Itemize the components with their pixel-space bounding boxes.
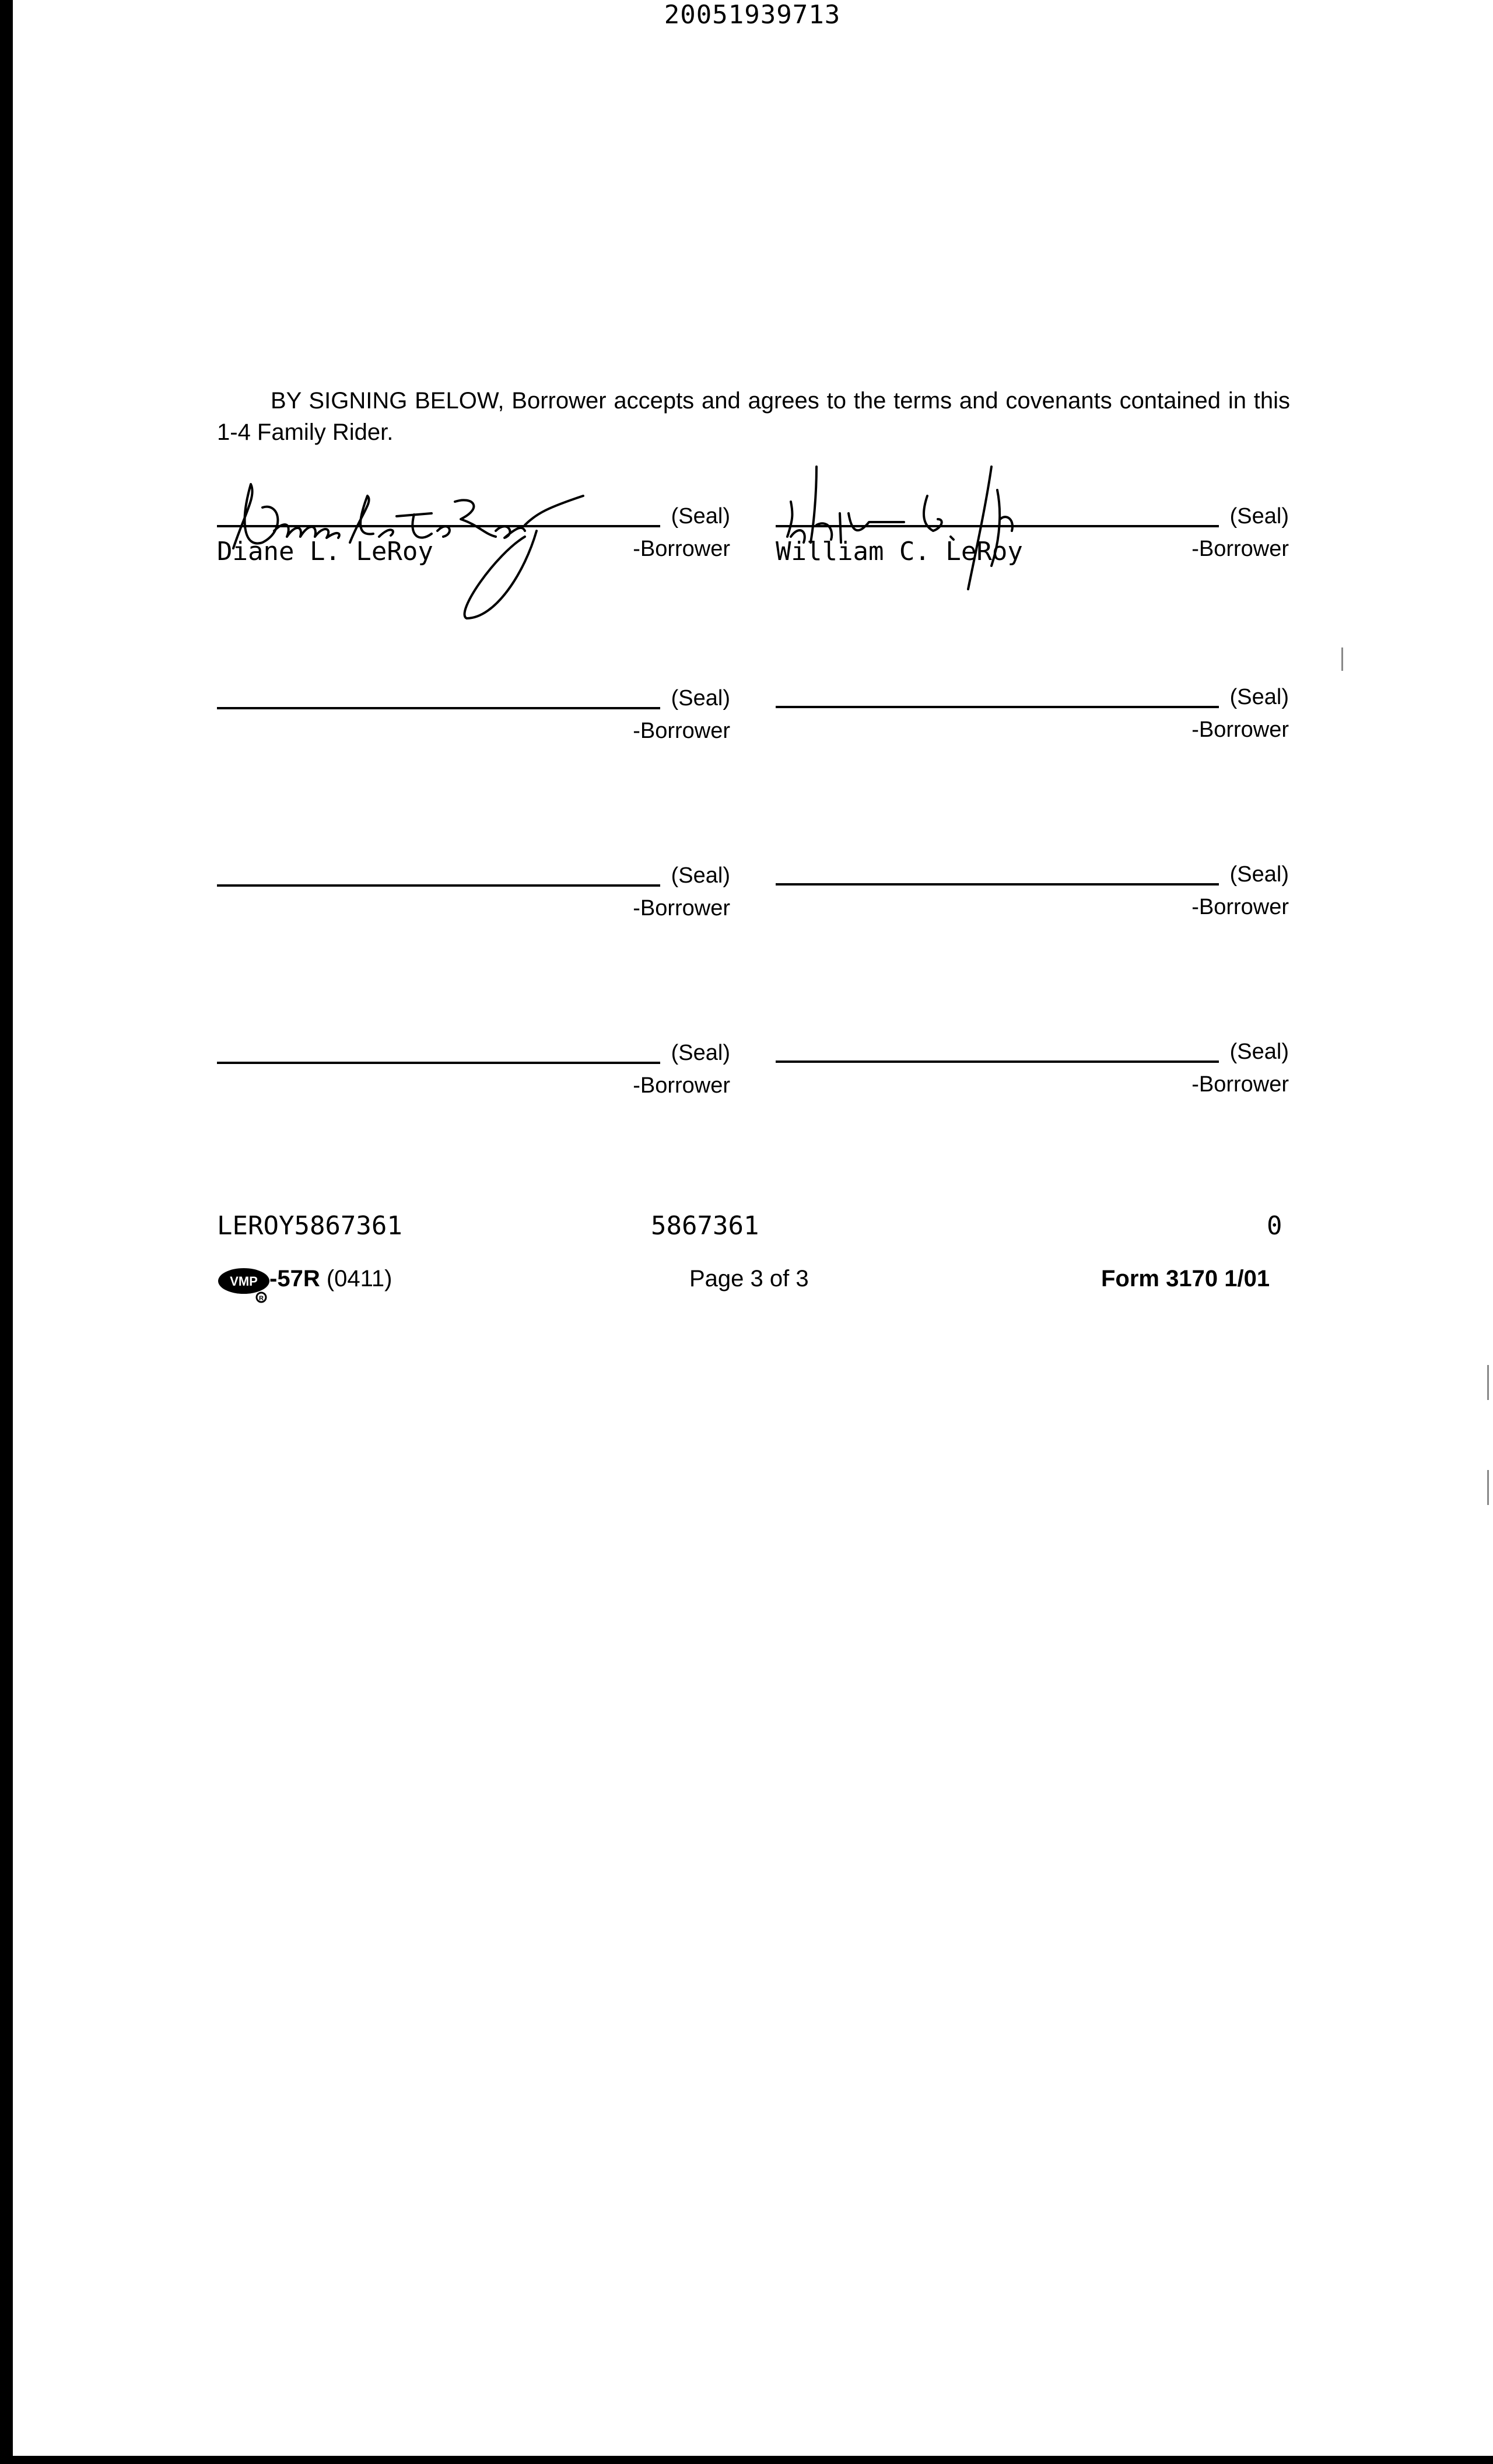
borrower-label: -Borrower xyxy=(633,719,730,743)
scan-speck xyxy=(1487,1470,1489,1505)
seal-label: (Seal) xyxy=(1229,1040,1289,1064)
signer-name: Diane L. LeRoy xyxy=(217,537,433,566)
signature-block-borrower-3 xyxy=(217,686,730,777)
seal-label: (Seal) xyxy=(1229,685,1289,709)
signature-block-borrower-6 xyxy=(776,862,1289,953)
signature-line xyxy=(217,707,660,709)
borrower-label: -Borrower xyxy=(633,896,730,921)
signature-block-borrower-4 xyxy=(776,685,1289,776)
borrower-label: -Borrower xyxy=(633,537,730,561)
signature-block-borrower-7 xyxy=(217,1041,730,1132)
seal-label: (Seal) xyxy=(671,1041,730,1065)
svg-text:R: R xyxy=(259,1295,264,1302)
borrower-label: -Borrower xyxy=(1191,537,1289,561)
signature-line xyxy=(776,1060,1219,1063)
scan-border-left xyxy=(0,0,13,2464)
borrower-label: -Borrower xyxy=(1191,718,1289,742)
signature-block-borrower-2 xyxy=(776,504,1289,595)
seal-label: (Seal) xyxy=(1229,504,1289,528)
borrower-label: -Borrower xyxy=(1191,895,1289,919)
scan-speck xyxy=(1341,648,1343,671)
signature-block-borrower-5 xyxy=(217,863,730,954)
seal-label: (Seal) xyxy=(1229,862,1289,887)
svg-text:VMP: VMP xyxy=(230,1274,258,1289)
signature-line xyxy=(217,525,660,527)
signing-statement: BY SIGNING BELOW, Borrower accepts and agrees to the terms and covenants contained in this 1-4 Family Rider. xyxy=(217,388,1290,445)
seal-label: (Seal) xyxy=(671,863,730,888)
seal-label: (Seal) xyxy=(671,686,730,710)
signature-block-borrower-8 xyxy=(776,1040,1289,1130)
signature-line xyxy=(776,525,1219,527)
vmp-logo-icon xyxy=(217,1266,274,1303)
form-number: Form 3170 1/01 xyxy=(1101,1266,1270,1292)
borrower-label: -Borrower xyxy=(633,1073,730,1098)
loan-number: 5867361 xyxy=(651,1211,759,1241)
footer-code: 0 xyxy=(1267,1211,1282,1241)
form-code: -57R (0411) xyxy=(269,1266,392,1292)
borrower-label: -Borrower xyxy=(1191,1072,1289,1097)
signature-line xyxy=(217,884,660,887)
loan-reference: LEROY5867361 xyxy=(217,1211,402,1241)
document-number: 20051939713 xyxy=(664,0,841,30)
signature-line xyxy=(776,883,1219,886)
scan-border-bottom xyxy=(0,2456,1493,2464)
scan-speck xyxy=(1487,1365,1489,1400)
page-indicator: Page 3 of 3 xyxy=(689,1266,809,1292)
signature-line xyxy=(217,1062,660,1064)
signer-name: William C. LeRoy xyxy=(776,537,1023,566)
signature-block-borrower-1 xyxy=(217,504,730,595)
seal-label: (Seal) xyxy=(671,504,730,528)
signature-line xyxy=(776,706,1219,708)
